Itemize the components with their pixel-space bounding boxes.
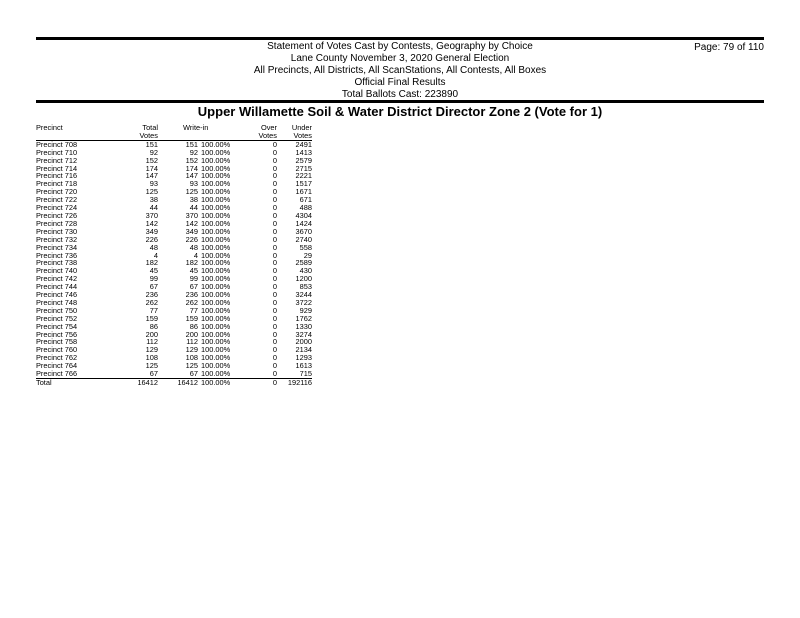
- cell-pct: 100.00%: [201, 187, 231, 197]
- cell-under: 2221: [295, 171, 312, 181]
- cell-over: 0: [272, 321, 277, 331]
- cell-total: 370: [145, 210, 158, 220]
- cell-writein: 4: [193, 250, 198, 260]
- cell-under: 1200: [295, 274, 312, 284]
- table-row: [36, 354, 312, 362]
- cell-precinct: Precinct 758: [36, 337, 78, 347]
- cell-under: 1613: [295, 361, 312, 371]
- cell-writein: 125: [185, 187, 198, 197]
- cell-precinct: Precinct 716: [36, 171, 78, 181]
- cell-pct: 100.00%: [201, 171, 231, 181]
- table-row: [36, 362, 312, 370]
- table-row: [36, 204, 312, 212]
- cell-over: 0: [272, 203, 277, 213]
- cell-total: 236: [145, 290, 158, 300]
- table-row: [36, 259, 312, 267]
- col-total-top: Total: [142, 123, 158, 132]
- cell-pct: 100.00%: [201, 179, 231, 189]
- cell-over: 0: [272, 155, 277, 165]
- cell-pct: 100.00%: [201, 139, 231, 149]
- col-under-top: Under: [291, 123, 312, 132]
- cell-under: 2715: [295, 163, 312, 173]
- col-writein: Write-in: [183, 123, 209, 132]
- cell-pct: 100.00%: [201, 361, 231, 371]
- cell-total: 151: [145, 139, 158, 149]
- total-cell-total: 16412: [137, 378, 158, 387]
- cell-under: 671: [299, 195, 312, 205]
- col-over-bottom: Votes: [241, 132, 281, 140]
- cell-under: 430: [299, 266, 312, 276]
- table-row: [36, 338, 312, 346]
- cell-total: 152: [145, 155, 158, 165]
- table-row: [36, 157, 312, 165]
- cell-total: 129: [145, 345, 158, 355]
- cell-over: 0: [272, 139, 277, 149]
- table-row: [36, 180, 312, 188]
- cell-pct: 100.00%: [201, 155, 231, 165]
- cell-pct: 100.00%: [198, 370, 241, 378]
- cell-over: 0: [272, 282, 277, 292]
- table-row: [36, 275, 312, 283]
- table-row: [36, 307, 312, 315]
- cell-writein: 125: [185, 361, 198, 371]
- cell-under: 2579: [295, 155, 312, 165]
- cell-under: 2740: [295, 234, 312, 244]
- cell-total: 38: [149, 195, 158, 205]
- cell-total: 147: [145, 171, 158, 181]
- cell-under: 2491: [295, 139, 312, 149]
- cell-over: 0: [272, 218, 277, 228]
- table-row: [36, 172, 312, 180]
- cell-pct: 100.00%: [201, 147, 231, 157]
- cell-total: 92: [149, 147, 158, 157]
- cell-writein: 142: [185, 218, 198, 228]
- election-name: Lane County November 3, 2020 General Election: [290, 53, 510, 64]
- cell-pct: 100.00%: [201, 282, 231, 292]
- table-row: [36, 165, 312, 173]
- cell-total: 93: [149, 179, 158, 189]
- cell-writein: 112: [186, 337, 198, 347]
- cell-writein: 48: [189, 242, 198, 252]
- cell-writein: 108: [185, 353, 198, 363]
- cell-pct: 100.00%: [201, 218, 231, 228]
- ballots-cast: Total Ballots Cast: 223890: [341, 89, 459, 100]
- cell-precinct: Precinct 740: [36, 266, 78, 276]
- cell-over: 0: [272, 226, 277, 236]
- cell-writein: 236: [185, 290, 198, 300]
- cell-under: 1330: [295, 321, 312, 331]
- cell-precinct: Precinct 764: [36, 361, 78, 371]
- cell-total: 262: [145, 297, 158, 307]
- cell-pct: 100.00%: [201, 274, 231, 284]
- cell-total: 182: [145, 258, 158, 268]
- cell-over: 0: [272, 313, 277, 323]
- table-row: [36, 149, 312, 157]
- cell-writein: 151: [185, 139, 198, 149]
- cell-over: 0: [272, 171, 277, 181]
- cell-writein: 159: [185, 313, 198, 323]
- cell-precinct: Precinct 726: [36, 210, 78, 220]
- cell-total: 112: [146, 337, 158, 347]
- cell-under: 3722: [295, 297, 312, 307]
- results-status: Official Final Results: [354, 77, 446, 88]
- cell-pct: 100.00%: [201, 242, 231, 252]
- cell-under: 29: [303, 250, 312, 260]
- cell-precinct: Precinct 732: [36, 234, 78, 244]
- cell-precinct: Precinct 710: [36, 147, 78, 157]
- cell-pct: 100.00%: [201, 321, 231, 331]
- cell-total: 349: [145, 226, 158, 236]
- cell-total: 159: [145, 313, 158, 323]
- cell-pct: 100.00%: [201, 234, 231, 244]
- total-cell-writein: 16412: [177, 378, 198, 387]
- cell-precinct: Precinct 752: [36, 313, 78, 323]
- cell-precinct: Precinct 742: [36, 274, 78, 284]
- cell-total: 67: [149, 282, 158, 292]
- cell-over: 0: [272, 274, 277, 284]
- cell-over: 0: [272, 337, 277, 347]
- cell-over: 0: [272, 242, 277, 252]
- cell-under: 1762: [295, 313, 312, 323]
- cell-under: 1413: [295, 147, 312, 157]
- cell-total: 86: [149, 321, 158, 331]
- cell-total: 142: [145, 218, 158, 228]
- cell-under: 1293: [295, 353, 312, 363]
- cell-precinct: Precinct 722: [36, 195, 78, 205]
- cell-total: 108: [145, 353, 158, 363]
- cell-pct: 100.00%: [201, 337, 231, 347]
- cell-precinct: Precinct 728: [36, 218, 78, 228]
- table-row: [36, 346, 312, 354]
- total-cell-label: Total: [36, 378, 52, 387]
- cell-under: 558: [299, 242, 312, 252]
- header-rule: [36, 100, 764, 103]
- cell-pct: 100.00%: [201, 195, 231, 205]
- cell-under: 1424: [295, 218, 312, 228]
- top-rule: [36, 37, 764, 40]
- cell-writein: 44: [189, 203, 198, 213]
- cell-precinct: Precinct 760: [36, 345, 78, 355]
- cell-precinct: Precinct 754: [36, 321, 78, 331]
- cell-under: 3274: [295, 329, 312, 339]
- cell-under: 488: [299, 203, 312, 213]
- cell-writein: 77: [189, 305, 198, 315]
- cell-over: 0: [272, 329, 277, 339]
- cell-total: 4: [153, 250, 158, 260]
- table-row: [36, 323, 312, 331]
- table-row: [36, 188, 312, 196]
- cell-writein: 45: [189, 266, 198, 276]
- table-row: [36, 267, 312, 275]
- cell-writein: 92: [189, 147, 198, 157]
- cell-writein: 67: [158, 370, 198, 378]
- report-title: Statement of Votes Cast by Contests, Geography by Choice: [267, 41, 533, 52]
- table-row: [36, 299, 312, 307]
- cell-writein: 349: [185, 226, 198, 236]
- cell-precinct: Precinct 718: [36, 179, 78, 189]
- total-row: [36, 379, 312, 387]
- cell-precinct: Precinct 714: [36, 163, 78, 173]
- cell-pct: 100.00%: [201, 163, 231, 173]
- cell-writein: 86: [189, 321, 198, 331]
- cell-under: 853: [299, 282, 312, 292]
- page-number: Page: 79 of 110: [694, 42, 764, 53]
- cell-over: 0: [272, 266, 277, 276]
- cell-writein: 67: [189, 282, 198, 292]
- cell-writein: 370: [185, 210, 198, 220]
- table-row: [36, 196, 312, 204]
- contest-title: Upper Willamette Soil & Water District Director Zone 2 (Vote for 1): [197, 104, 603, 119]
- cell-precinct: Precinct 720: [36, 187, 78, 197]
- cell-over: 0: [272, 210, 277, 220]
- cell-pct: 100.00%: [201, 258, 231, 268]
- cell-under: 4304: [295, 210, 312, 220]
- cell-precinct: Precinct 708: [36, 139, 78, 149]
- cell-precinct: Precinct 750: [36, 305, 78, 315]
- cell-over: 0: [272, 250, 277, 260]
- table-row: [36, 244, 312, 252]
- cell-over: 0: [272, 290, 277, 300]
- cell-over: 0: [272, 147, 277, 157]
- report-scope: All Precincts, All Districts, All ScanStations, All Contests, All Boxes: [253, 65, 547, 76]
- cell-total: 48: [149, 242, 158, 252]
- cell-writein: 99: [189, 274, 198, 284]
- cell-precinct: Precinct 736: [36, 250, 78, 260]
- cell-precinct: Precinct 724: [36, 203, 78, 213]
- cell-under: 2134: [295, 345, 312, 355]
- col-under-bottom: Votes: [281, 132, 312, 140]
- cell-precinct: Precinct 756: [36, 329, 78, 339]
- table-row: [36, 370, 312, 378]
- cell-pct: 100.00%: [201, 353, 231, 363]
- cell-writein: 147: [185, 171, 198, 181]
- cell-total: 200: [145, 329, 158, 339]
- cell-writein: 38: [189, 195, 198, 205]
- cell-under: 1517: [295, 179, 312, 189]
- col-total-bottom: Votes: [136, 132, 158, 140]
- table-body: [36, 140, 312, 387]
- cell-precinct: Precinct 738: [36, 258, 78, 268]
- table-row: [36, 283, 312, 291]
- cell-over: 0: [272, 305, 277, 315]
- cell-pct: 100.00%: [201, 266, 231, 276]
- cell-under: 2000: [295, 337, 312, 347]
- cell-over: 0: [272, 258, 277, 268]
- cell-writein: 262: [185, 297, 198, 307]
- cell-total: 45: [149, 266, 158, 276]
- cell-pct: 100.00%: [201, 250, 231, 260]
- col-over-top: Over: [260, 123, 277, 132]
- cell-writein: 93: [189, 179, 198, 189]
- cell-total: 44: [149, 203, 158, 213]
- col-precinct: Precinct: [36, 123, 63, 132]
- cell-over: 0: [272, 345, 277, 355]
- cell-precinct: Precinct 748: [36, 297, 78, 307]
- cell-over: 0: [241, 370, 281, 378]
- cell-total: 174: [145, 163, 158, 173]
- cell-writein: 129: [185, 345, 198, 355]
- cell-pct: 100.00%: [201, 297, 231, 307]
- table-row: [36, 236, 312, 244]
- cell-under: 3670: [295, 226, 312, 236]
- cell-total: 77: [149, 305, 158, 315]
- cell-writein: 174: [185, 163, 198, 173]
- cell-writein: 182: [185, 258, 198, 268]
- cell-over: 0: [272, 361, 277, 371]
- total-cell-under: 192116: [287, 378, 312, 387]
- cell-under: 3244: [295, 290, 312, 300]
- cell-under: 929: [299, 305, 312, 315]
- cell-pct: 100.00%: [201, 345, 231, 355]
- cell-total: 226: [145, 234, 158, 244]
- cell-precinct: Precinct 730: [36, 226, 78, 236]
- table-row: [36, 315, 312, 323]
- cell-over: 0: [272, 179, 277, 189]
- cell-writein: 200: [185, 329, 198, 339]
- cell-over: 0: [272, 187, 277, 197]
- total-cell-pct: 100.00%: [201, 378, 231, 387]
- cell-writein: 226: [185, 234, 198, 244]
- cell-pct: 100.00%: [201, 290, 231, 300]
- cell-over: 0: [272, 297, 277, 307]
- cell-writein: 152: [185, 155, 198, 165]
- cell-under: 1671: [295, 187, 312, 197]
- cell-pct: 100.00%: [201, 329, 231, 339]
- cell-pct: 100.00%: [201, 210, 231, 220]
- table-row: [36, 228, 312, 236]
- table-row: [36, 220, 312, 228]
- table-row: [36, 212, 312, 220]
- votes-table: [36, 124, 312, 387]
- cell-precinct: Precinct 734: [36, 242, 78, 252]
- cell-precinct: Precinct 744: [36, 282, 78, 292]
- cell-over: 0: [272, 163, 277, 173]
- cell-precinct: Precinct 762: [36, 353, 78, 363]
- cell-precinct: Precinct 766: [36, 370, 136, 378]
- cell-total: 125: [145, 187, 158, 197]
- cell-precinct: Precinct 746: [36, 290, 78, 300]
- cell-pct: 100.00%: [201, 313, 231, 323]
- cell-total: 67: [136, 370, 158, 378]
- cell-total: 99: [149, 274, 158, 284]
- cell-over: 0: [272, 353, 277, 363]
- cell-pct: 100.00%: [201, 226, 231, 236]
- cell-total: 125: [145, 361, 158, 371]
- cell-pct: 100.00%: [201, 305, 231, 315]
- cell-under: 715: [281, 370, 312, 378]
- table-row: [36, 140, 312, 148]
- table-row: [36, 252, 312, 260]
- cell-under: 2589: [295, 258, 312, 268]
- cell-pct: 100.00%: [201, 203, 231, 213]
- header-row-bottom: [36, 132, 312, 140]
- cell-over: 0: [272, 234, 277, 244]
- total-cell-over: 0: [272, 378, 277, 387]
- cell-over: 0: [272, 195, 277, 205]
- table-row: [36, 291, 312, 299]
- table-row: [36, 331, 312, 339]
- cell-precinct: Precinct 712: [36, 155, 78, 165]
